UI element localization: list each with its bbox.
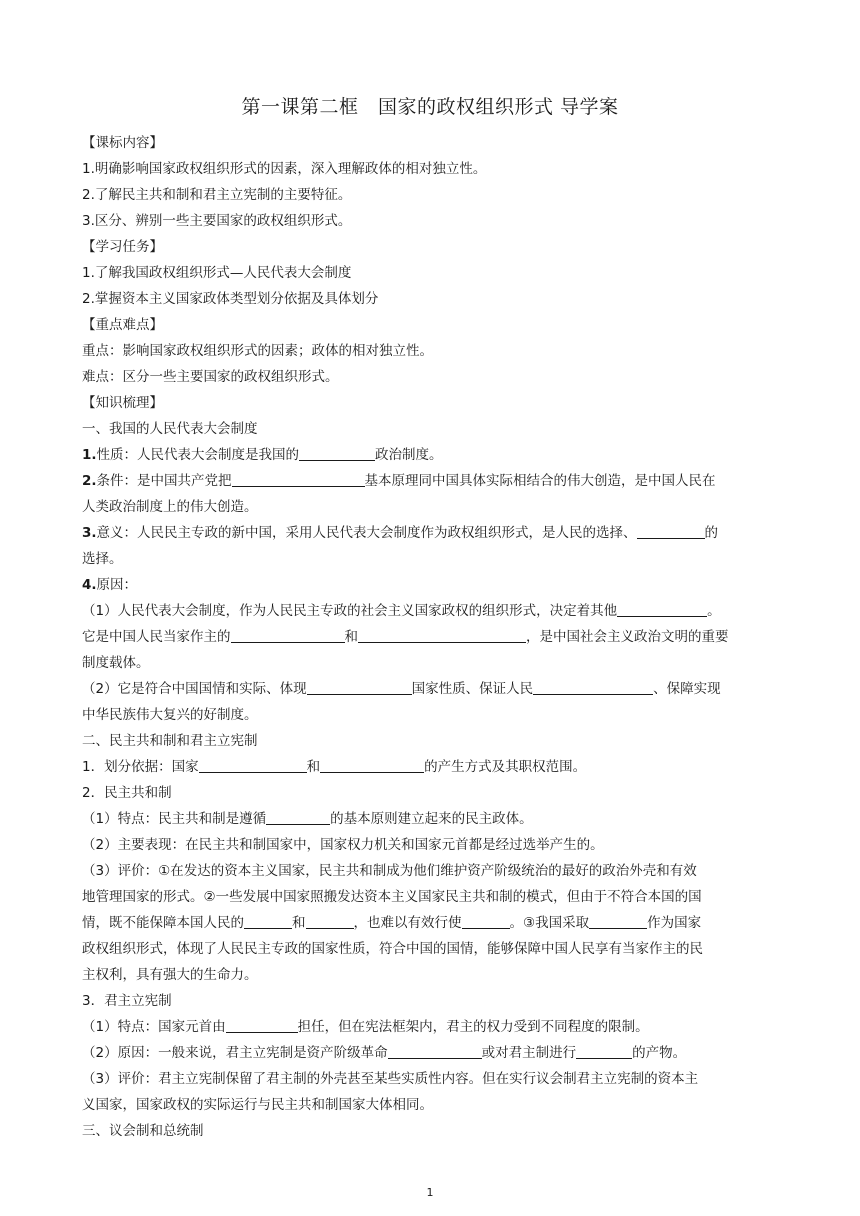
difficult-point: 难点：区分一些主要国家的政权组织形式。: [82, 369, 339, 385]
curriculum-item-2: 2.了解民主共和制和君主立宪制的主要特征。: [82, 187, 352, 203]
section-heading-knowledge: 【知识梳理】: [82, 395, 163, 411]
task-item-1: 1.了解我国政权组织形式—人民代表大会制度: [82, 265, 352, 281]
task-item-2: 2.掌握资本主义国家政体类型划分依据及具体划分: [82, 291, 379, 307]
republic-evaluation-cont2: 情，既不能保障本国人民的 和 ，也难以有效行使 。③我国采取 作为国家: [82, 915, 702, 931]
fill-blank[interactable]: [266, 812, 330, 825]
item-reason: 4.原因：: [82, 577, 138, 593]
republic-evaluation-cont: 地管理国家的形式。②一些发展中国家照搬发达资本主义国家民主共和制的模式，但由于不符合本国的国: [82, 889, 702, 905]
fill-blank[interactable]: [232, 474, 365, 487]
item-condition-cont: 人类政治制度上的伟大创造。: [82, 499, 258, 515]
section-heading-tasks: 【学习任务】: [82, 239, 163, 255]
fill-blank[interactable]: [617, 604, 707, 617]
fill-blank[interactable]: [306, 916, 354, 929]
fill-blank[interactable]: [388, 1046, 482, 1059]
reason-1: （1）人民代表大会制度，作为人民民主专政的社会主义国家政权的组织形式，决定着其他 。: [82, 603, 721, 619]
republic-manifestation: （2）主要表现：在民主共和制国家中，国家权力机关和国家元首都是经过选举产生的。: [82, 837, 604, 853]
monarchy-evaluation: （3）评价：君主立宪制保留了君主制的外壳甚至某些实质性内容。但在实行议会制君主立宪制的资本主: [82, 1071, 699, 1087]
republic-feature: （1）特点：民主共和制是遵循 的基本原则建立起来的民主政体。: [82, 811, 533, 827]
item-condition: 2.条件：是中国共产党把 基本原理同中国具体实际相结合的伟大创造，是中国人民在: [82, 473, 716, 489]
item-democratic-republic: 2．民主共和制: [82, 785, 172, 801]
item-nature: 1.性质：人民代表大会制度是我国的 政治制度。: [82, 447, 443, 463]
reason-2: （2）它是符合中国国情和实际、体现 国家性质、保证人民 、保障实现: [82, 681, 721, 697]
fill-blank[interactable]: [576, 1046, 632, 1059]
fill-blank[interactable]: [244, 916, 292, 929]
curriculum-item-1: 1.明确影响国家政权组织形式的因素，深入理解政体的相对独立性。: [82, 161, 487, 177]
republic-evaluation: （3）评价：①在发达的资本主义国家，民主共和制成为他们维护资产阶级统治的最好的政治外壳和有效: [82, 863, 697, 879]
reason-1-cont2: 制度载体。: [82, 655, 150, 671]
item-significance: 3.意义：人民民主专政的新中国，采用人民代表大会制度作为政权组织形式，是人民的选择、 的: [82, 525, 719, 541]
republic-evaluation-cont4: 主权利，具有强大的生命力。: [82, 967, 258, 983]
fill-blank[interactable]: [199, 760, 307, 773]
monarchy-reason: （2）原因：一般来说，君主立宪制是资产阶级革命 或对君主制进行 的产物。: [82, 1045, 687, 1061]
subsection-heading-2: 二、民主共和制和君主立宪制: [82, 733, 258, 749]
fill-blank[interactable]: [533, 682, 653, 695]
fill-blank[interactable]: [462, 916, 510, 929]
fill-blank[interactable]: [307, 682, 412, 695]
item-constitutional-monarchy: 3．君主立宪制: [82, 993, 172, 1009]
fill-blank[interactable]: [320, 760, 424, 773]
reason-1-cont: 它是中国人民当家作主的 和 ，是中国社会主义政治文明的重要: [82, 629, 729, 645]
fill-blank[interactable]: [299, 448, 375, 461]
monarchy-feature: （1）特点：国家元首由 担任，但在宪法框架内，君主的权力受到不同程度的限制。: [82, 1019, 649, 1035]
fill-blank[interactable]: [226, 1020, 298, 1033]
fill-blank[interactable]: [231, 630, 345, 643]
document-title: 第一课第二框 国家的政权组织形式 导学案: [241, 96, 619, 118]
subsection-heading-1: 一、我国的人民代表大会制度: [82, 421, 258, 437]
fill-blank[interactable]: [358, 630, 526, 643]
section-heading-key-points: 【重点难点】: [82, 317, 163, 333]
reason-2-cont: 中华民族伟大复兴的好制度。: [82, 707, 258, 723]
item-significance-cont: 选择。: [82, 551, 123, 567]
republic-evaluation-cont3: 政权组织形式，体现了人民民主专政的国家性质，符合中国的国情，能够保障中国人民享有当家作主的民: [82, 941, 703, 957]
key-point: 重点：影响国家政权组织形式的因素；政体的相对独立性。: [82, 343, 433, 359]
subsection-heading-3: 三、议会制和总统制: [82, 1123, 204, 1139]
page-number: 1: [426, 1186, 434, 1199]
section-heading-curriculum: 【课标内容】: [82, 135, 163, 151]
curriculum-item-3: 3.区分、辨别一些主要国家的政权组织形式。: [82, 213, 352, 229]
fill-blank[interactable]: [589, 916, 647, 929]
item-basis: 1．划分依据：国家 和 的产生方式及其职权范围。: [82, 759, 587, 775]
monarchy-evaluation-cont: 义国家，国家政权的实际运行与民主共和制国家大体相同。: [82, 1097, 433, 1113]
fill-blank[interactable]: [637, 526, 705, 539]
